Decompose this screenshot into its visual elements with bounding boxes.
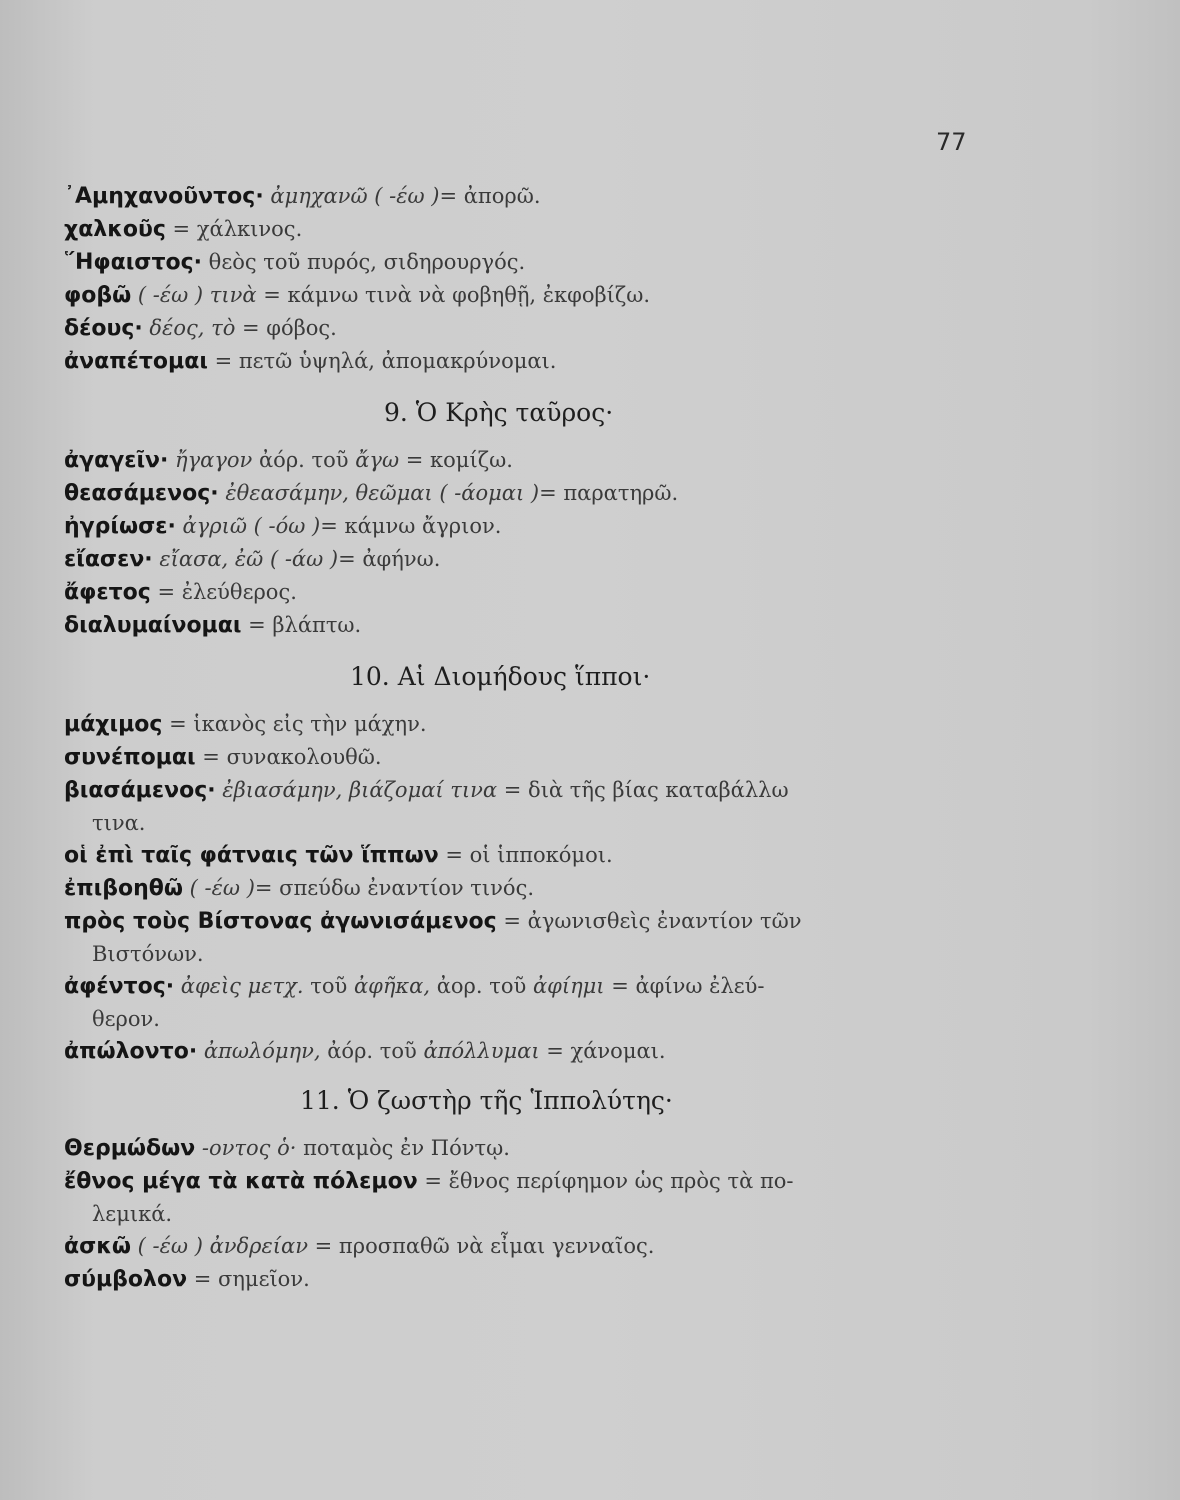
definition: = κάμνω ἄγριον.	[320, 514, 502, 538]
headword: θεασάμενος·	[64, 481, 219, 506]
glossary-section	[64, 660, 1124, 1068]
definition: = κάμνω τινὰ νὰ φοβηθῇ, ἐκφοβίζω.	[256, 283, 651, 307]
headword: ἀσκῶ	[64, 1234, 131, 1259]
grammatical-form: ἀπόλλυμαι	[423, 1039, 540, 1063]
headword: ῞Ηφαιστος·	[64, 250, 202, 275]
glossary-entry	[64, 576, 1124, 609]
page-number: 77	[936, 128, 967, 156]
glossary-section	[64, 180, 1124, 378]
definition: ποταμὸς ἐν Πόντῳ.	[296, 1136, 510, 1160]
headword: ἐπιβοηθῶ	[64, 876, 183, 901]
glossary-entry	[64, 905, 1124, 938]
grammatical-form: ἀφεὶς μετχ.	[174, 974, 304, 998]
glossary-entry	[64, 839, 1124, 872]
definition: = παρατηρῶ.	[539, 481, 679, 505]
glossary-entry	[64, 510, 1124, 543]
grammatical-form: -οντος ὁ·	[195, 1136, 297, 1160]
definition: = ἔθνος περίφημον ὡς πρὸς τὰ πο-	[417, 1169, 794, 1193]
definition: = κομίζω.	[399, 448, 513, 472]
glossary-entry	[64, 609, 1124, 642]
headword: εἴασεν·	[64, 547, 153, 572]
grammatical-form: εἴασα, ἐῶ ( -άω )	[152, 547, 339, 571]
headword: δέους·	[64, 316, 143, 341]
headword: ἀναπέτομαι	[64, 349, 208, 374]
grammatical-form: δέος, τὸ	[142, 316, 236, 340]
grammatical-form: ἀπωλόμην,	[197, 1039, 321, 1063]
definition: = χάλκινος.	[165, 217, 303, 241]
definition: = οἱ ἱπποκόμοι.	[438, 843, 613, 867]
grammatical-form: ( -έω ) τινὰ	[131, 283, 257, 307]
definition: = προσπαθῶ νὰ εἶμαι γενναῖος.	[307, 1234, 655, 1258]
entry-continuation	[64, 807, 1124, 839]
definition: = ἀφίνω ἐλεύ-	[604, 974, 765, 998]
headword: ἠγρίωσε·	[64, 514, 176, 539]
section-heading: 9. Ὁ Κρὴς ταῦρος·	[384, 398, 614, 427]
definition: θερον.	[92, 1007, 160, 1031]
headword: Θερμώδων	[64, 1136, 196, 1161]
definition: = ἐλεύθερος.	[150, 580, 297, 604]
grammatical-form: ἤγαγον	[168, 448, 253, 472]
glossary-entry	[64, 444, 1124, 477]
definition: = σπεύδω ἐναντίον τινός.	[254, 876, 535, 900]
glossary-entry	[64, 774, 1124, 807]
definition: ἀόρ. τοῦ	[252, 448, 356, 472]
headword: οἱ ἐπὶ ταῖς φάτναις τῶν ἵππων	[64, 843, 439, 868]
definition: = φόβος.	[235, 316, 337, 340]
grammatical-form: ( -έω )	[182, 876, 255, 900]
glossary-section	[64, 396, 1124, 642]
definition: = ἀφήνω.	[338, 547, 441, 571]
definition: ἀορ. τοῦ	[430, 974, 533, 998]
entry-continuation	[64, 1198, 1124, 1230]
section-heading: 11. Ὁ ζωστὴρ τῆς Ἱππολύτης·	[300, 1086, 673, 1115]
entry-continuation	[64, 1003, 1124, 1035]
glossary-content	[64, 180, 1124, 1296]
glossary-entry	[64, 708, 1124, 741]
glossary-entry	[64, 1165, 1124, 1198]
headword: φοβῶ	[64, 283, 132, 308]
glossary-entry	[64, 246, 1124, 279]
definition: = ἀπορῶ.	[439, 184, 541, 208]
glossary-entry	[64, 872, 1124, 905]
definition: = χάνομαι.	[539, 1039, 666, 1063]
definition: λεμικά.	[92, 1202, 173, 1226]
headword: διαλυμαίνομαι	[64, 613, 242, 638]
glossary-entry	[64, 1263, 1124, 1296]
grammatical-form: ἐθεασάμην, θεῶμαι ( -άομαι )	[218, 481, 540, 505]
glossary-entry	[64, 180, 1124, 213]
definition: τοῦ	[303, 974, 354, 998]
definition: = πετῶ ὑψηλά, ἀπομακρύνομαι.	[207, 349, 557, 373]
glossary-entry	[64, 970, 1124, 1003]
headword: ἀπώλοντο·	[64, 1039, 198, 1064]
definition: θεὸς τοῦ πυρός, σιδηρουργός.	[202, 250, 526, 274]
glossary-entry	[64, 543, 1124, 576]
definition: ἀόρ. τοῦ	[320, 1039, 424, 1063]
definition: = βλάπτω.	[241, 613, 362, 637]
headword: ἄφετος	[64, 580, 151, 605]
definition: = διὰ τῆς βίας καταβάλλω	[497, 778, 789, 802]
entry-continuation	[64, 938, 1124, 970]
headword: ἀφέντος·	[64, 974, 175, 999]
headword: ἀγαγεῖν·	[64, 448, 169, 473]
headword: συνέπομαι	[64, 745, 196, 770]
definition: = ἱκανὸς εἰς τὴν μάχην.	[162, 712, 427, 736]
headword: σύμβολον	[64, 1267, 188, 1292]
grammatical-form: ἐβιασάμην, βιάζομαί τινα	[215, 778, 498, 802]
definition: = συνακολουθῶ.	[195, 745, 382, 769]
glossary-entry	[64, 741, 1124, 774]
headword: ᾿Αμηχανοῦντος·	[64, 184, 264, 209]
grammatical-form: ἀφῆκα,	[353, 974, 431, 998]
glossary-entry	[64, 477, 1124, 510]
headword: μάχιμος	[64, 712, 163, 737]
definition: Βιστόνων.	[92, 942, 204, 966]
grammatical-form: ἀγριῶ ( -όω )	[175, 514, 321, 538]
glossary-entry	[64, 312, 1124, 345]
headword: χαλκοῦς	[64, 217, 166, 242]
definition: τινα.	[92, 811, 146, 835]
glossary-entry	[64, 1132, 1124, 1165]
glossary-entry	[64, 345, 1124, 378]
glossary-entry	[64, 1035, 1124, 1068]
headword: βιασάμενος·	[64, 778, 216, 803]
glossary-entry	[64, 213, 1124, 246]
glossary-entry	[64, 1230, 1124, 1263]
grammatical-form: ἀμηχανῶ ( -έω )	[263, 184, 440, 208]
grammatical-form: ἀφίημι	[532, 974, 605, 998]
glossary-entry	[64, 279, 1124, 312]
grammatical-form: ἄγω	[355, 448, 400, 472]
section-heading: 10. Αἱ Διομήδους ἵπποι·	[350, 662, 651, 691]
grammatical-form: ( -έω ) ἀνδρείαν	[131, 1234, 308, 1258]
headword: ἔθνος μέγα τὰ κατὰ πόλεμον	[64, 1169, 418, 1194]
headword: πρὸς τοὺς Βίστονας ἀγωνισάμενος	[64, 909, 497, 934]
definition: = ἀγωνισθεὶς ἐναντίον τῶν	[496, 909, 802, 933]
definition: = σημεῖον.	[187, 1267, 310, 1291]
glossary-section	[64, 1084, 1124, 1296]
